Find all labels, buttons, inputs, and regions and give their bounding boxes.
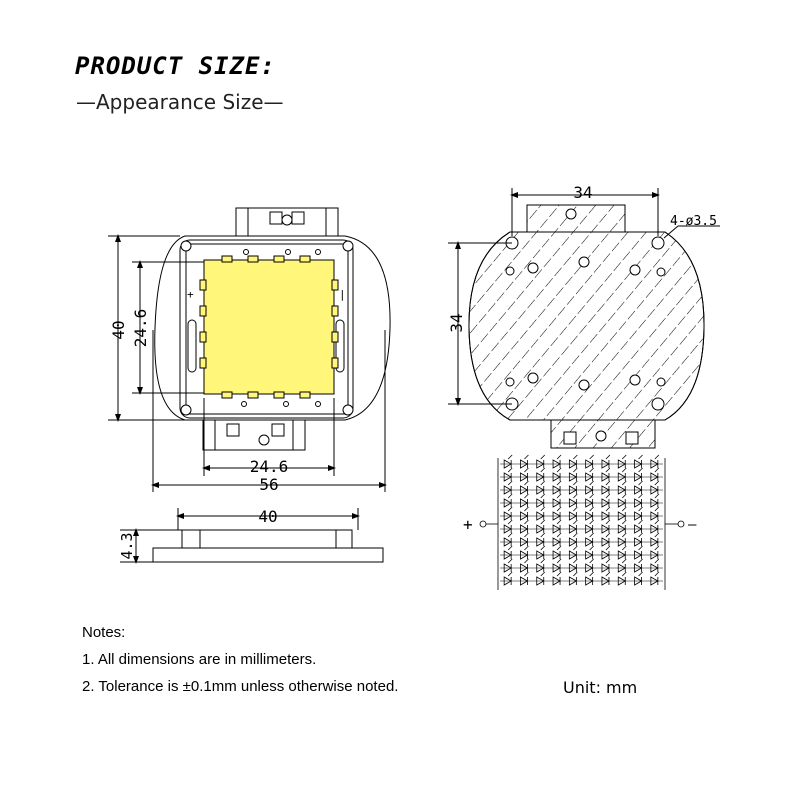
led-diode-ray <box>508 533 512 537</box>
led-diode-ray <box>622 533 626 537</box>
led-diode-ray <box>606 546 610 550</box>
led-diode-ray <box>508 546 512 550</box>
led-diode-ray <box>606 507 610 511</box>
led-diode-ray <box>508 494 512 498</box>
side-thickness-label: 4.3 <box>118 532 136 560</box>
led-diode-ray <box>639 559 643 563</box>
led-diode-ray <box>557 546 561 550</box>
led-diode-ray <box>606 572 610 576</box>
led-diode-ray <box>573 481 577 485</box>
led-diode-ray <box>508 572 512 576</box>
led-diode-ray <box>655 507 659 511</box>
chip-height-label: 24.6 <box>131 308 150 348</box>
led-diode-ray <box>541 494 545 498</box>
side-width-label: 40 <box>258 507 278 526</box>
back-width-label: 34 <box>573 183 593 202</box>
led-diode-ray <box>524 455 528 459</box>
led-diode-ray <box>541 533 545 537</box>
led-diode-ray <box>524 572 528 576</box>
led-diode-ray <box>524 507 528 511</box>
led-diode-ray <box>590 507 594 511</box>
led-diode-ray <box>557 455 561 459</box>
led-diode-ray <box>639 546 643 550</box>
led-diode-ray <box>557 533 561 537</box>
holes-label: 4-ø3.5 <box>670 214 717 229</box>
page-subtitle: —Appearance Size— <box>76 90 284 114</box>
circuit-minus-label: — <box>688 517 697 533</box>
led-diode-ray <box>590 533 594 537</box>
svg-text:+: + <box>187 288 194 301</box>
led-diode-ray <box>639 533 643 537</box>
led-diode-ray <box>590 520 594 524</box>
led-diode-ray <box>590 481 594 485</box>
led-diode-ray <box>557 507 561 511</box>
led-diode-ray <box>573 572 577 576</box>
led-diode-ray <box>622 520 626 524</box>
led-diode-ray <box>541 507 545 511</box>
led-diode-ray <box>622 494 626 498</box>
led-diode-ray <box>573 468 577 472</box>
led-diode-ray <box>557 468 561 472</box>
back-view <box>469 205 704 448</box>
led-diode-ray <box>639 494 643 498</box>
led-diode-ray <box>655 481 659 485</box>
led-diode-ray <box>508 507 512 511</box>
led-diode-ray <box>606 533 610 537</box>
led-diode-ray <box>590 546 594 550</box>
chip-width-label: 24.6 <box>249 457 289 476</box>
page-title: PRODUCT SIZE: <box>75 52 276 80</box>
led-diode-ray <box>655 520 659 524</box>
led-diode-ray <box>639 507 643 511</box>
led-diode-ray <box>622 546 626 550</box>
led-diode-ray <box>590 494 594 498</box>
led-diode-ray <box>508 468 512 472</box>
unit-label: Unit: mm <box>563 678 638 697</box>
led-diode-ray <box>573 533 577 537</box>
led-diode-ray <box>655 494 659 498</box>
led-diode-ray <box>557 481 561 485</box>
led-diode-ray <box>573 455 577 459</box>
led-diode-ray <box>524 468 528 472</box>
led-diode-ray <box>622 468 626 472</box>
led-diode-ray <box>655 546 659 550</box>
back-height-label: 34 <box>447 313 466 333</box>
led-diode-ray <box>639 572 643 576</box>
led-diode-ray <box>541 455 545 459</box>
led-diode-ray <box>655 533 659 537</box>
circuit-plus-label: + <box>463 515 473 534</box>
led-diode-ray <box>541 559 545 563</box>
led-diode-ray <box>557 572 561 576</box>
led-diode-ray <box>590 559 594 563</box>
led-diode-ray <box>606 559 610 563</box>
led-diode-ray <box>606 481 610 485</box>
led-diode-ray <box>541 481 545 485</box>
side-view <box>153 530 383 562</box>
led-diode-ray <box>639 520 643 524</box>
svg-text:|: | <box>339 288 346 301</box>
led-diode-ray <box>573 520 577 524</box>
notes-heading: Notes: <box>82 624 126 641</box>
led-diode-ray <box>508 520 512 524</box>
led-diode-ray <box>639 481 643 485</box>
led-diode-ray <box>655 572 659 576</box>
led-diode-ray <box>622 559 626 563</box>
led-diode-ray <box>639 455 643 459</box>
led-diode-ray <box>622 507 626 511</box>
led-diode-ray <box>541 520 545 524</box>
led-diode-ray <box>573 494 577 498</box>
led-diode-ray <box>557 559 561 563</box>
led-diode-ray <box>541 546 545 550</box>
led-diode-ray <box>590 572 594 576</box>
led-diode-ray <box>557 494 561 498</box>
notes-line-2: 2. Tolerance is ±0.1mm unless otherwise noted. <box>82 678 399 695</box>
led-diode-ray <box>606 455 610 459</box>
led-diode-ray <box>524 481 528 485</box>
led-diode-ray <box>573 546 577 550</box>
led-diode-ray <box>655 455 659 459</box>
led-diode-ray <box>606 520 610 524</box>
led-diode-ray <box>590 468 594 472</box>
led-diode-ray <box>606 494 610 498</box>
led-diode-ray <box>524 533 528 537</box>
led-diode-ray <box>639 468 643 472</box>
led-diode-ray <box>541 572 545 576</box>
led-diode-ray <box>524 494 528 498</box>
led-diode-ray <box>573 507 577 511</box>
led-circuit <box>480 455 684 590</box>
led-diode-ray <box>541 468 545 472</box>
led-diode-ray <box>606 468 610 472</box>
led-diode-ray <box>508 455 512 459</box>
led-diode-ray <box>573 559 577 563</box>
front-height-label: 40 <box>109 320 128 340</box>
led-diode-ray <box>590 455 594 459</box>
notes-line-1: 1. All dimensions are in millimeters. <box>82 651 317 668</box>
led-diode-ray <box>622 572 626 576</box>
led-diode-ray <box>508 559 512 563</box>
notes-section <box>82 624 398 705</box>
led-diode-ray <box>524 559 528 563</box>
led-diode-ray <box>524 546 528 550</box>
front-view <box>155 208 390 450</box>
led-diode-ray <box>622 481 626 485</box>
led-diode-ray <box>655 559 659 563</box>
led-diode-ray <box>508 481 512 485</box>
led-diode-ray <box>622 455 626 459</box>
led-diode-ray <box>557 520 561 524</box>
total-width-label: 56 <box>259 475 279 494</box>
led-diode-ray <box>655 468 659 472</box>
led-diode-ray <box>524 520 528 524</box>
